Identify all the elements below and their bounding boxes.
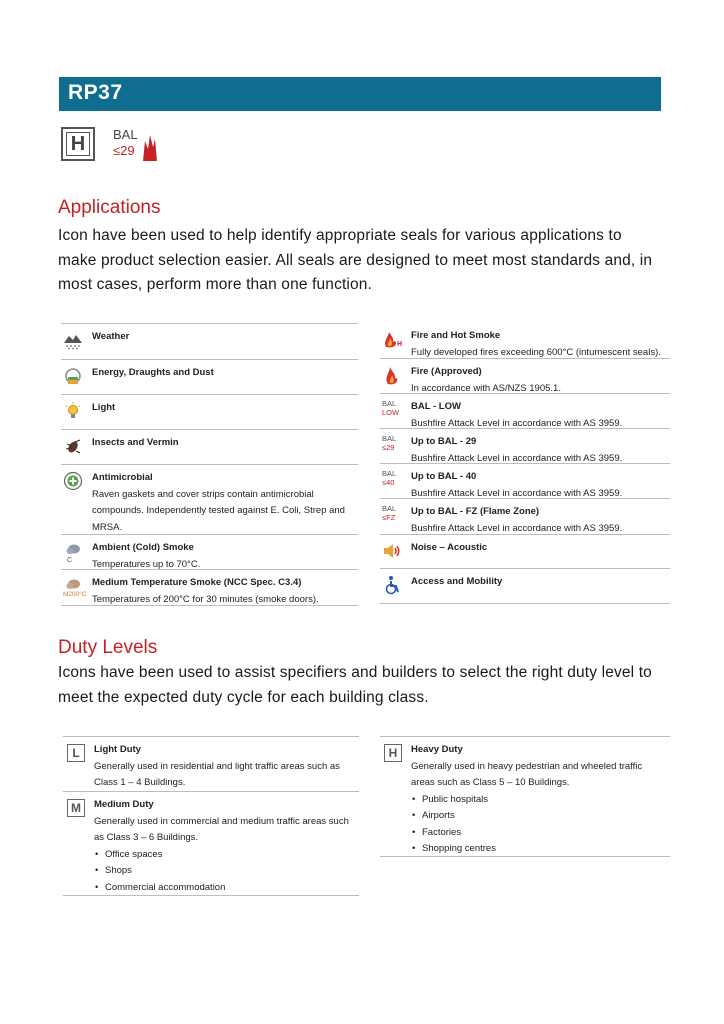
light-duty-icon: L xyxy=(67,744,85,762)
speaker-icon xyxy=(382,541,402,561)
list-item xyxy=(380,535,670,569)
item-desc: In accordance with AS/NZS 1905.1. xyxy=(411,382,561,394)
insect-icon xyxy=(63,436,83,456)
bal-29-icon xyxy=(382,435,404,457)
item-title: Up to BAL - FZ (Flame Zone) xyxy=(411,506,540,517)
bullet-item: • Shops xyxy=(94,863,355,880)
item-desc: Raven gaskets and cover strips contain antimicrobial compounds. Independently tested against E. Coli, Strep and MRSA. xyxy=(92,488,345,533)
list-item xyxy=(61,395,358,430)
heavy-duty-icon: H xyxy=(384,744,402,762)
item-desc: Bushfire Attack Level in accordance with AS 3959. xyxy=(411,417,623,429)
item-title: Noise – Acoustic xyxy=(411,542,488,553)
item-title: Medium Temperature Smoke (NCC Spec. C3.4) xyxy=(92,577,302,588)
item-title: Fire (Approved) xyxy=(411,366,482,377)
bal-rating-badge xyxy=(111,127,157,163)
bal-fz-icon-value: ≤FZ xyxy=(382,512,396,522)
antimicrobial-icon xyxy=(63,471,83,491)
list-item xyxy=(380,394,670,429)
cold-smoke-icon xyxy=(63,541,83,561)
list-item xyxy=(61,430,358,465)
item-title: Antimicrobial xyxy=(92,472,153,483)
item-desc: Bushfire Attack Level in accordance with AS 3959. xyxy=(411,487,623,499)
item-desc: Bushfire Attack Level in accordance with AS 3959. xyxy=(411,452,623,464)
item-title: Insects and Vermin xyxy=(92,437,179,448)
applications-table-right xyxy=(380,323,670,604)
list-item xyxy=(380,464,670,499)
wheelchair-icon xyxy=(382,575,402,595)
item-desc: Generally used in residential and light traffic areas such as Class 1 – 4 Buildings. xyxy=(94,760,340,788)
bullet-item: • Factories xyxy=(411,825,666,842)
item-title: Light xyxy=(92,402,116,413)
item-title: Energy, Draughts and Dust xyxy=(92,367,214,378)
list-item xyxy=(380,737,670,857)
bal-low-icon-label: BAL xyxy=(382,399,397,408)
duty-table-right xyxy=(380,736,670,857)
flame-icon xyxy=(141,131,157,161)
fire-icon xyxy=(382,365,402,385)
fire-smoke-h-label: H xyxy=(397,341,403,348)
applications-intro: Icon have been used to help identify appropriate seals for various applications to make product selection easier. All seals are designed to meet most standards and, in most cases, perform more than one function. xyxy=(58,227,653,293)
item-title: Up to BAL - 29 xyxy=(411,436,477,447)
item-desc: Temperatures up to 70°C. xyxy=(92,558,201,570)
cold-smoke-label: C xyxy=(67,557,73,564)
light-bulb-icon xyxy=(63,401,83,421)
bal-fz-icon-label: BAL xyxy=(382,504,397,513)
product-code: RP37 xyxy=(68,81,123,104)
bullet-item: • Shopping centres xyxy=(411,841,666,858)
bullet-item: • Airports xyxy=(411,808,666,825)
list-item xyxy=(380,323,670,359)
item-title: BAL - LOW xyxy=(411,401,461,412)
applications-table-left xyxy=(61,323,358,606)
bal-40-icon-value: ≤40 xyxy=(382,477,395,487)
bal-value: ≤29 xyxy=(113,143,135,158)
bal-low-icon-value: LOW xyxy=(382,407,400,417)
item-title: Up to BAL - 40 xyxy=(411,471,477,482)
item-title: Medium Duty xyxy=(94,799,154,810)
bullet-item: • Public hospitals xyxy=(411,792,666,809)
bal-29-icon-label: BAL xyxy=(382,434,397,443)
item-desc: Fully developed fires exceeding 600°C (intumescent seals). xyxy=(411,346,661,358)
bal-29-icon-value: ≤29 xyxy=(382,442,395,452)
list-item xyxy=(61,360,358,395)
medium-smoke-label: M200°C xyxy=(63,591,87,598)
duty-table-left xyxy=(63,736,359,896)
bal-low-icon xyxy=(382,400,404,422)
energy-draughts-dust-icon xyxy=(63,366,83,386)
duty-levels-heading: Duty Levels xyxy=(58,637,158,658)
bullet-item: • Office spaces xyxy=(94,847,355,864)
list-item xyxy=(61,324,358,360)
bal-label: BAL xyxy=(113,127,138,142)
item-title: Light Duty xyxy=(94,744,141,755)
bal-40-icon xyxy=(382,470,404,492)
item-desc: Generally used in heavy pedestrian and wheeled traffic areas such as Class 5 – 10 Buildings. xyxy=(411,760,643,788)
bal-40-icon-label: BAL xyxy=(382,469,397,478)
list-item xyxy=(63,792,359,896)
bullet-item: • Commercial accommodation xyxy=(94,880,355,897)
list-item xyxy=(380,569,670,604)
list-item xyxy=(61,465,358,535)
duty-levels-intro: Icons have been used to assist specifiers and builders to select the right duty level to meet the expected duty cycle for each building class. xyxy=(58,664,652,706)
list-item xyxy=(61,570,358,606)
heavy-duty-badge xyxy=(61,127,95,161)
item-title: Ambient (Cold) Smoke xyxy=(92,542,194,553)
product-code-banner xyxy=(59,77,661,111)
heavy-duty-list xyxy=(411,792,666,858)
list-item xyxy=(380,499,670,535)
list-item xyxy=(380,429,670,464)
medium-duty-icon: M xyxy=(67,799,85,817)
item-title: Weather xyxy=(92,331,130,342)
bal-fz-icon xyxy=(382,505,404,527)
list-item xyxy=(380,359,670,394)
item-title: Access and Mobility xyxy=(411,576,503,587)
item-title: Heavy Duty xyxy=(411,744,463,755)
list-item xyxy=(63,737,359,792)
applications-heading: Applications xyxy=(58,197,161,218)
item-title: Fire and Hot Smoke xyxy=(411,330,501,341)
heavy-duty-letter: H xyxy=(66,132,90,156)
list-item xyxy=(61,535,358,570)
medium-duty-list xyxy=(94,847,355,897)
item-desc: Temperatures of 200°C for 30 minutes (smoke doors). xyxy=(92,593,319,605)
weather-icon xyxy=(63,330,83,350)
item-desc: Bushfire Attack Level in accordance with AS 3959. xyxy=(411,522,623,534)
item-desc: Generally used in commercial and medium traffic areas such as Class 3 – 6 Buildings. xyxy=(94,815,349,843)
